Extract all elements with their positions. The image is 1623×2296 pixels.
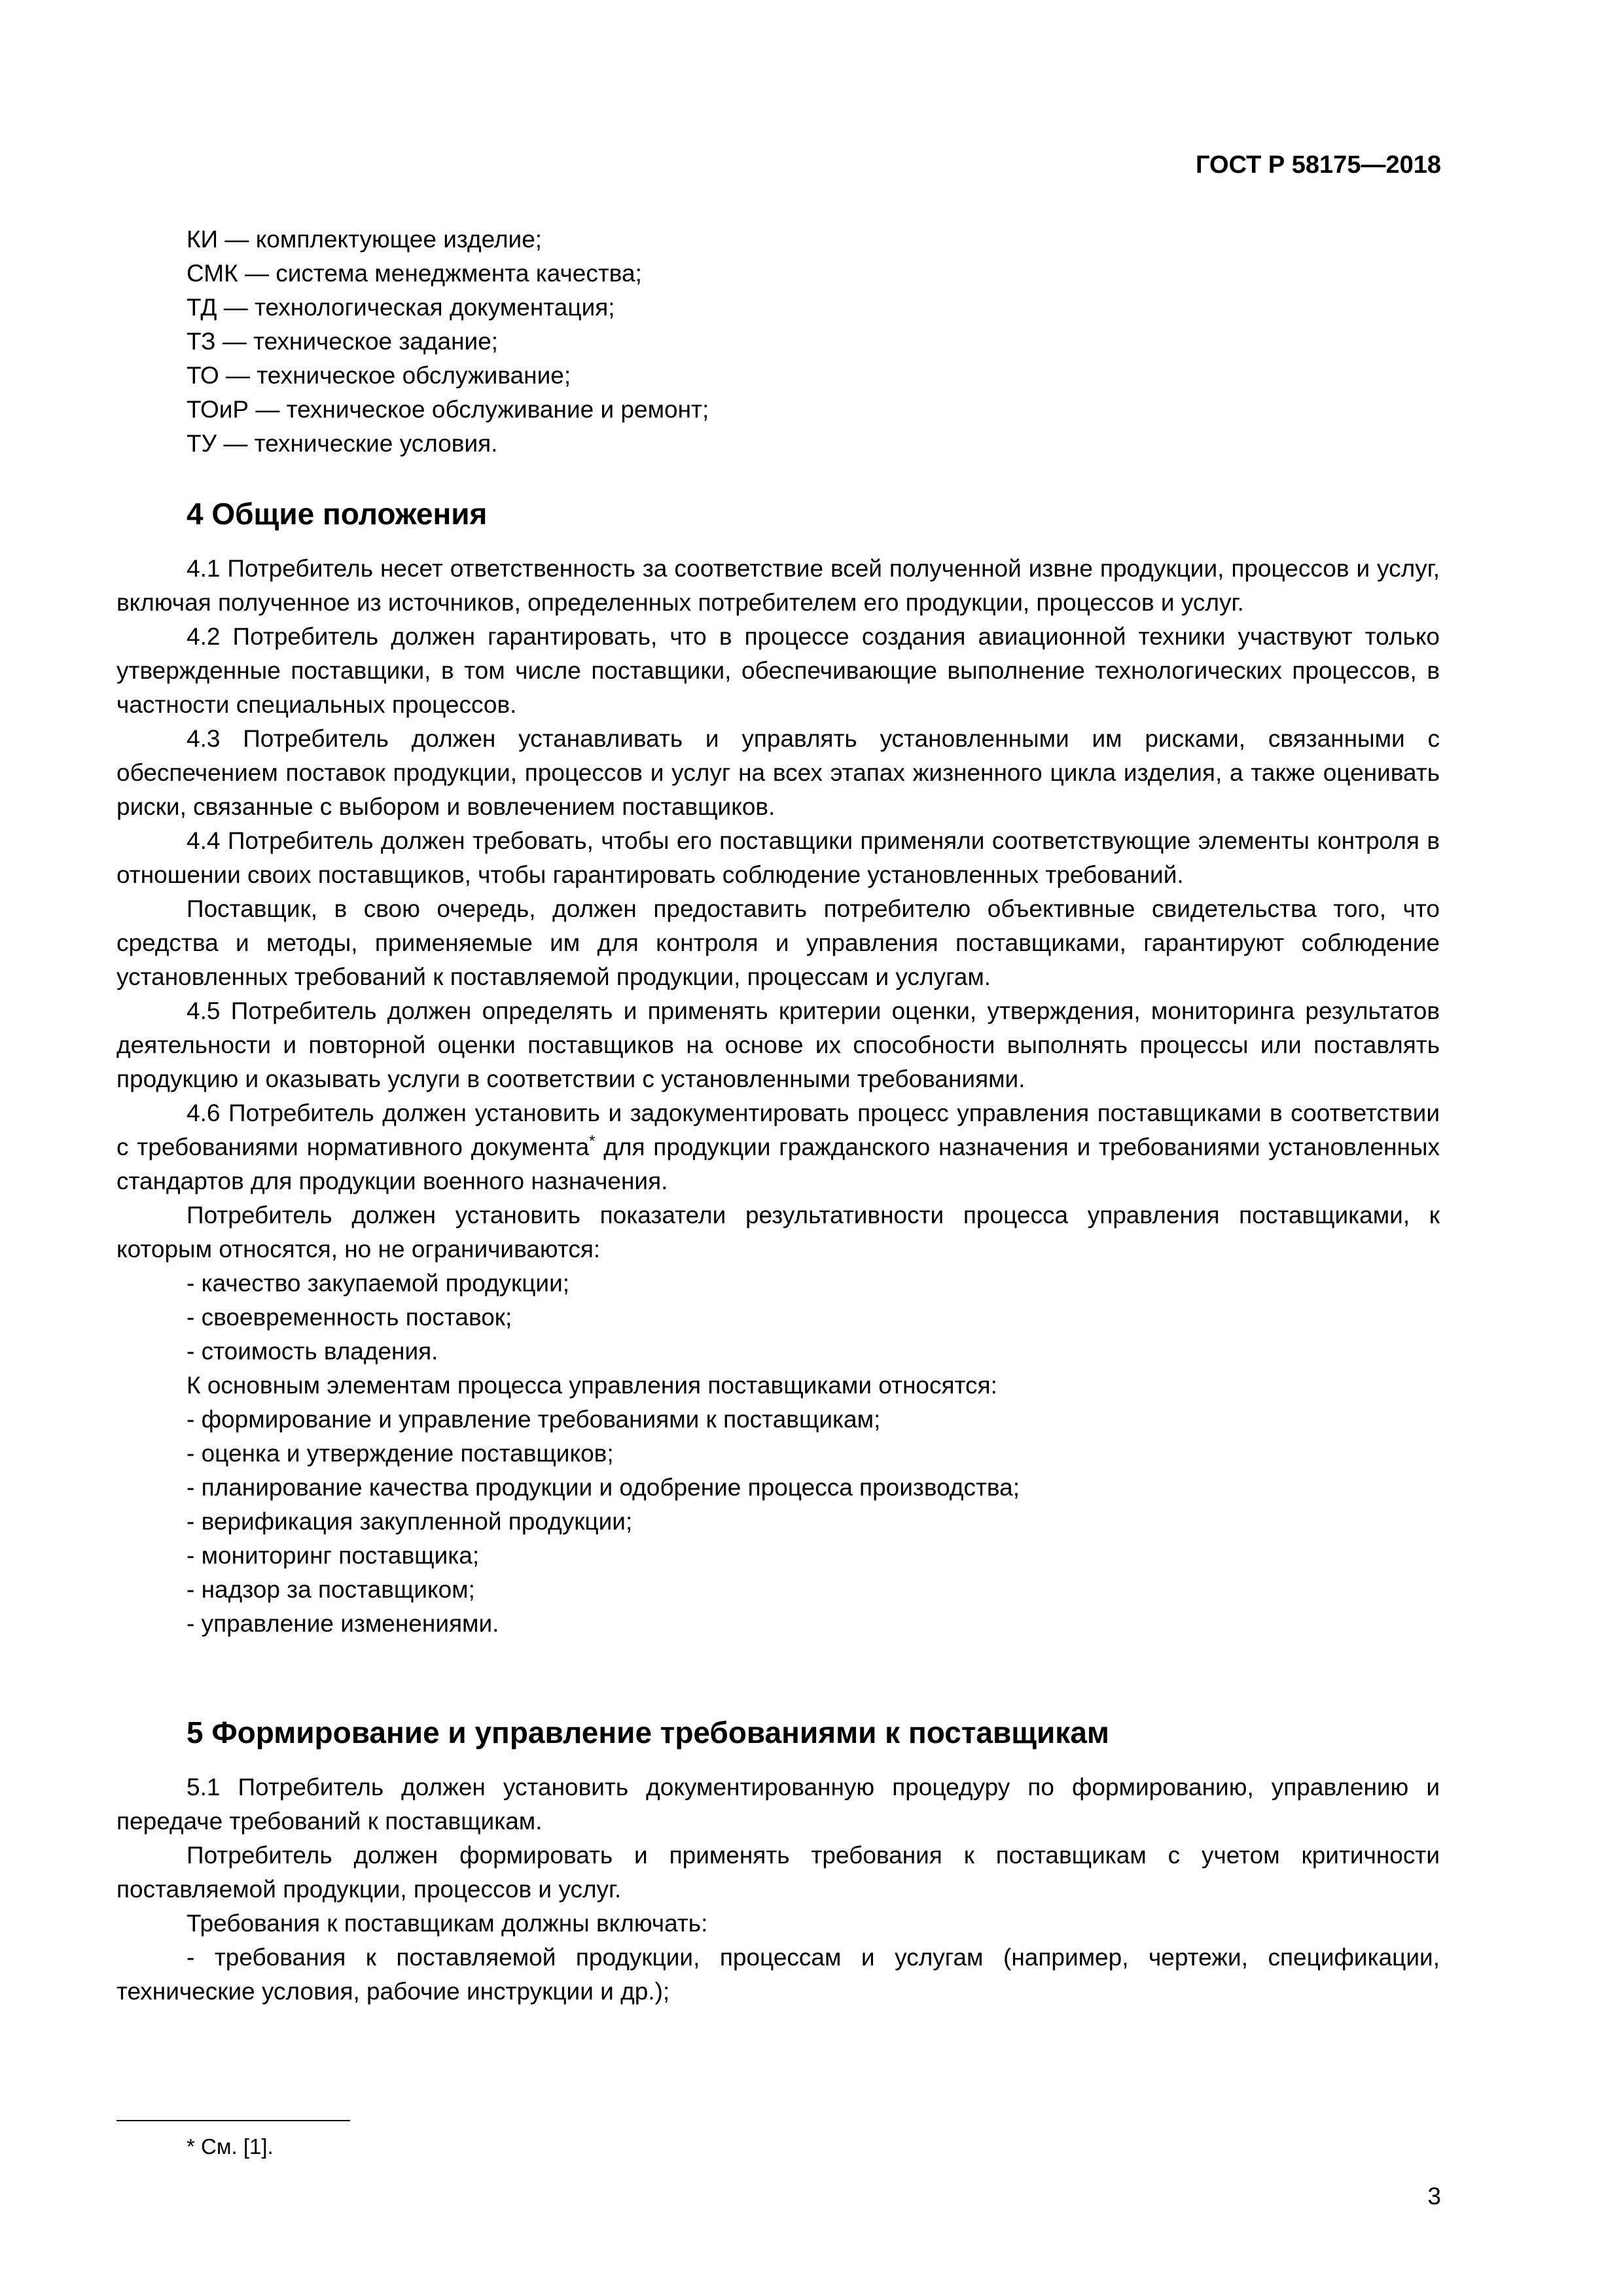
paragraph-performance-indicators: Потребитель должен установить показатели результативности процесса управления поставщиками, к которым относятся, но не ограничиваются:	[116, 1202, 1440, 1263]
page-number: 3	[1427, 2183, 1441, 2210]
list-item: ТУ — технические условия.	[187, 430, 498, 457]
list-item: ТО — техническое обслуживание;	[187, 362, 571, 389]
section-4-body	[116, 552, 1440, 1641]
paragraph-4-5: 4.5 Потребитель должен определять и применять критерии оценки, утверждения, мониторинга результатов деятельности и повторной оценки поставщиков на основе их способности выполнять процессы или поставлять продукцию и оказывать услуги в соответствии с установленными требованиями.	[116, 997, 1440, 1092]
section-5-body	[116, 1770, 1440, 2009]
list-item: КИ — комплектующее изделие;	[187, 226, 543, 253]
list-item: - планирование качества продукции и одобрение процесса производства;	[187, 1474, 1020, 1501]
list-item: ТЗ — техническое задание;	[187, 328, 499, 355]
footnote: * См. [1].	[187, 2134, 274, 2159]
list-item: - своевременность поставок;	[187, 1304, 512, 1331]
list-item: - управление изменениями.	[187, 1610, 499, 1637]
list-item: - требования к поставляемой продукции, процессам и услугам (например, чертежи, спецификации, технические условия, рабочие инструкции и др.);	[116, 1944, 1440, 2005]
paragraph-4-1: 4.1 Потребитель несет ответственность за соответствие всей полученной извне продукции, процессов и услуг, включая полученное из источников, определенных потребителем его продукции, процессов и услуг.	[116, 555, 1440, 616]
paragraph-requirements-criticality: Потребитель должен формировать и применять требования к поставщикам с учетом критичности поставляемой продукции, процессов и услуг.	[116, 1842, 1440, 1903]
list-item: - стоимость владения.	[187, 1338, 438, 1365]
list-item: - мониторинг поставщика;	[187, 1542, 480, 1569]
list-item: - качество закупаемой продукции;	[187, 1270, 570, 1297]
section-5-heading: 5 Формирование и управление требованиями к поставщикам	[187, 1715, 1109, 1749]
standard-code-header: ГОСТ Р 58175—2018	[1196, 151, 1441, 179]
paragraph-4-6	[116, 1096, 1440, 1198]
paragraph-process-elements: К основным элементам процесса управления поставщиками относятся:	[187, 1372, 997, 1399]
abbreviation-list	[187, 223, 1443, 461]
paragraph-4-4: 4.4 Потребитель должен требовать, чтобы его поставщики применяли соответствующие элементы контроля в отношении своих поставщиков, чтобы гарантировать соблюдение установленных требований.	[116, 827, 1440, 888]
list-item: - надзор за поставщиком;	[187, 1576, 475, 1603]
paragraph-5-1: 5.1 Потребитель должен установить документированную процедуру по формированию, управлению и передаче требований к поставщикам.	[116, 1774, 1440, 1835]
list-item: - верификация закупленной продукции;	[187, 1508, 633, 1535]
list-item: ТОиР — техническое обслуживание и ремонт;	[187, 396, 709, 423]
paragraph-4-6-text-start: 4.6 Потребитель должен установить и задокументировать процесс управления поставщиками в соответствии с требованиями нормативного документа	[116, 1100, 1440, 1160]
list-item: СМК — система менеджмента качества;	[187, 260, 642, 287]
section-4-heading: 4 Общие положения	[187, 497, 488, 531]
footnote-reference-mark: *	[589, 1132, 596, 1150]
paragraph-supplier-evidence: Поставщик, в свою очередь, должен предоставить потребителю объективные свидетельства того, что средства и методы, применяемые им для контроля и управления поставщиками, гарантируют соблюдение установленных требований к поставляемой продукции, процессам и услугам.	[116, 895, 1440, 990]
list-item: - оценка и утверждение поставщиков;	[187, 1440, 614, 1467]
list-item: ТД — технологическая документация;	[187, 294, 615, 321]
paragraph-4-2: 4.2 Потребитель должен гарантировать, что в процессе создания авиационной техники участвуют только утвержденные поставщики, в том числе поставщики, обеспечивающие выполнение технологических процессов, в частности специальных процессов.	[116, 623, 1440, 718]
paragraph-4-6-text-end: для продукции гражданского назначения и требованиями установленных стандартов для продукции военного назначения.	[116, 1134, 1440, 1194]
paragraph-4-3: 4.3 Потребитель должен устанавливать и управлять установленными им рисками, связанными с обеспечением поставок продукции, процессов и услуг на всех этапах жизненного цикла изделия, а также оценивать риски, связанные с выбором и вовлечением поставщиков.	[116, 725, 1440, 820]
footnote-divider	[116, 2120, 350, 2121]
paragraph-requirements-include: Требования к поставщикам должны включать:	[187, 1910, 708, 1937]
list-item: - формирование и управление требованиями к поставщикам;	[187, 1406, 881, 1433]
